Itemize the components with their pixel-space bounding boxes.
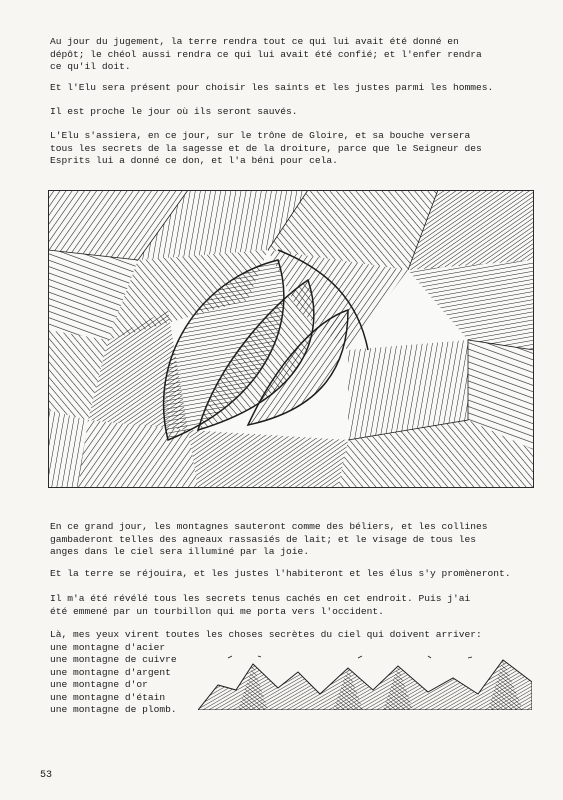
text-line: tous les secrets de la sagesse et de la droiture, parce que le Seigneur des bbox=[50, 142, 482, 154]
text-line: Il m'a été révélé tous les secrets tenus cachés en cet endroit. Puis j'ai bbox=[50, 593, 471, 604]
text-line: Esprits lui a donné ce don, et l'a béni pour cela. bbox=[50, 155, 338, 167]
text-line: Et l'Elu sera présent pour choisir les saints et les justes parmi les hommes. bbox=[50, 82, 494, 93]
paragraph-throne-of-glory bbox=[50, 130, 530, 168]
paragraph-earth-rejoices bbox=[50, 568, 530, 581]
paragraph-elect-present bbox=[50, 82, 530, 95]
hatched-illustration bbox=[48, 190, 534, 488]
text-line: ce qu'il doit. bbox=[50, 61, 131, 73]
page-number: 53 bbox=[40, 770, 53, 781]
text-line: dépôt; le chéol aussi rendra ce qui lui avait été confié; et l'enfer rendra bbox=[50, 48, 482, 60]
text-line: Et la terre se réjouira, et les justes l'habiteront et les élus s'y promèneront. bbox=[50, 568, 511, 579]
text-line: Il est proche le jour où ils seront sauvés. bbox=[50, 106, 298, 117]
text-line: gambaderont telles des agneaux rassasiés de lait; et le visage de tous les bbox=[50, 533, 477, 545]
text-line: En ce grand jour, les montagnes sauteront comme des béliers, et les collines bbox=[50, 521, 488, 532]
list-item: une montagne de plomb. bbox=[50, 704, 177, 716]
paragraph-mountains-leap bbox=[50, 521, 530, 559]
text-line: Là, mes yeux virent toutes les choses secrètes du ciel qui doivent arriver: bbox=[50, 629, 482, 640]
text-line: L'Elu s'assiera, en ce jour, sur le trône de Gloire, et sa bouche versera bbox=[50, 130, 471, 141]
text-line: anges dans le ciel sera illuminé par la joie. bbox=[50, 546, 310, 558]
paragraph-judgement bbox=[50, 36, 530, 74]
paragraph-day-near bbox=[50, 106, 530, 119]
list-item: une montagne d'acier bbox=[50, 642, 166, 653]
list-item: une montagne de cuivre bbox=[50, 654, 177, 666]
list-item: une montagne d'argent bbox=[50, 666, 171, 678]
mountains-illustration bbox=[198, 650, 532, 710]
list-item: une montagne d'or bbox=[50, 679, 148, 691]
text-line: été emmené par un tourbillon qui me porta vers l'occident. bbox=[50, 605, 384, 617]
paragraph-secrets-revealed bbox=[50, 593, 530, 618]
paragraph-eyes-saw bbox=[50, 629, 530, 642]
text-line: Au jour du jugement, la terre rendra tout ce qui lui avait été donné en bbox=[50, 36, 459, 47]
mountain-list bbox=[50, 642, 177, 716]
list-item: une montagne d'étain bbox=[50, 691, 166, 703]
